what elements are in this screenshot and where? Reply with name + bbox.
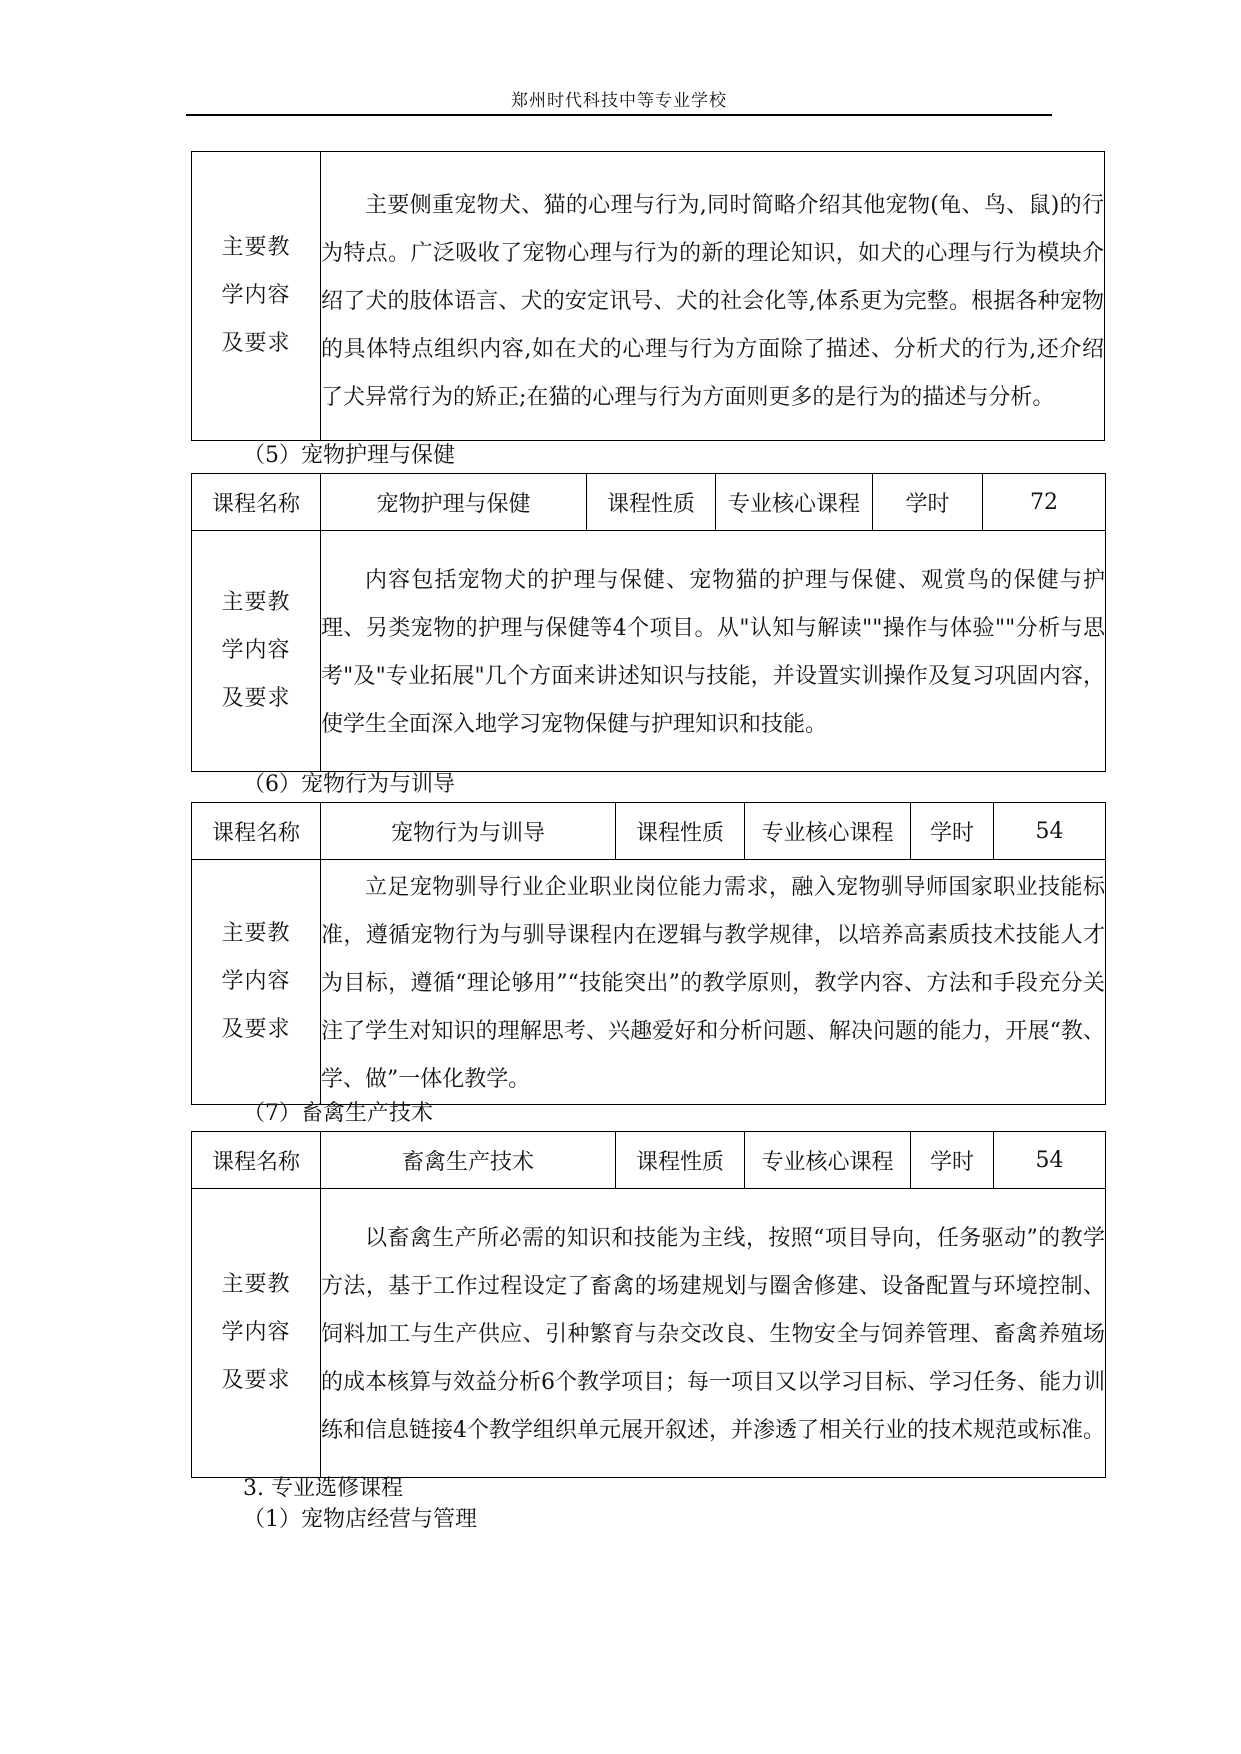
course-name-value: 宠物护理与保健	[321, 474, 587, 531]
course-nature-value: 专业核心课程	[745, 1132, 911, 1189]
course-name-value: 宠物行为与训导	[321, 803, 616, 860]
hours-value: 54	[994, 1132, 1106, 1189]
main-content-label-line: 及要求	[221, 1368, 291, 1393]
main-content-label-line: 学内容	[221, 969, 291, 994]
main-content-label-line: 及要求	[221, 331, 291, 356]
main-content-label-line: 及要求	[221, 1017, 291, 1042]
content-row	[192, 531, 1106, 772]
main-content-label-line: 主要教	[221, 235, 291, 260]
course-table	[191, 802, 1106, 1105]
main-content-label-line: 学内容	[221, 1320, 291, 1345]
course-nature-value: 专业核心课程	[716, 474, 873, 531]
hours-value: 72	[983, 474, 1106, 531]
content-row	[192, 860, 1106, 1105]
course-content: 以畜禽生产所必需的知识和技能为主线，按照“项目导向，任务驱动”的教学方法，基于工作过程设定了畜禽的场建规划与圈舍修建、设备配置与环境控制、饲料加工与生产供应、引种繁育与杂交改良、生物安全与饲养管理、畜禽养殖场的成本核算与效益分析6个教学项目；每一项目又以学习目标、学习任务、能力训练和信息链接4个教学组织单元展开叙述，并渗透了相关行业的技术规范或标准。	[321, 1189, 1106, 1478]
course-name-label: 课程名称	[192, 474, 321, 531]
course-nature-label: 课程性质	[587, 474, 716, 531]
course-nature-label: 课程性质	[616, 1132, 745, 1189]
section-heading: 3. 专业选修课程	[243, 1476, 403, 1501]
course-content: 内容包括宠物犬的护理与保健、宠物猫的护理与保健、观赏鸟的保健与护理、另类宠物的护理与保健等4个项目。从"认知与解读""操作与体验""分析与思考"及"专业拓展"几个方面来讲述知识与技能，并设置实训操作及复习巩固内容，使学生全面深入地学习宠物保健与护理知识和技能。	[321, 531, 1106, 772]
course-header-row	[192, 474, 1106, 531]
section-title: （1）宠物店经营与管理	[243, 1507, 477, 1532]
main-content-label-line: 主要教	[221, 590, 291, 615]
main-content-label-line: 及要求	[221, 686, 291, 711]
course-name-label: 课程名称	[192, 1132, 321, 1189]
main-content-label-line: 主要教	[221, 1272, 291, 1297]
main-content-label	[192, 152, 321, 441]
course-nature-label: 课程性质	[616, 803, 745, 860]
main-content-label-line: 主要教	[221, 921, 291, 946]
course-header-row	[192, 803, 1106, 860]
section-title: （5）宠物护理与保健	[243, 443, 455, 468]
course-table	[191, 473, 1106, 772]
main-content-label-line: 学内容	[221, 638, 291, 663]
header-rule	[186, 114, 1052, 116]
course-name-label: 课程名称	[192, 803, 321, 860]
course-content: 主要侧重宠物犬、猫的心理与行为,同时简略介绍其他宠物(龟、鸟、鼠)的行为特点。广泛吸收了宠物心理与行为的新的理论知识，如犬的心理与行为模块介绍了犬的肢体语言、犬的安定讯号、犬的社会化等,体系更为完整。根据各种宠物的具体特点组织内容,如在犬的心理与行为方面除了描述、分析犬的行为,还介绍了犬异常行为的矫正;在猫的心理与行为方面则更多的是行为的描述与分析。	[321, 152, 1105, 441]
main-content-label-line: 学内容	[221, 283, 291, 308]
main-content-label	[192, 1189, 321, 1478]
hours-value: 54	[994, 803, 1106, 860]
main-content-label	[192, 531, 321, 772]
course-content: 立足宠物驯导行业企业职业岗位能力需求，融入宠物驯导师国家职业技能标准，遵循宠物行为与驯导课程内在逻辑与教学规律，以培养高素质技术技能人才为目标，遵循“理论够用”“技能突出”的教学原则，教学内容、方法和手段充分关注了学生对知识的理解思考、兴趣爱好和分析问题、解决问题的能力，开展“教、学、做”一体化教学。	[321, 860, 1106, 1105]
course-name-value: 畜禽生产技术	[321, 1132, 616, 1189]
course-nature-value: 专业核心课程	[745, 803, 911, 860]
page-header: 郑州时代科技中等专业学校	[511, 91, 727, 111]
hours-label: 学时	[911, 1132, 994, 1189]
main-content-label	[192, 860, 321, 1105]
hours-label: 学时	[911, 803, 994, 860]
course-table-continued	[191, 151, 1105, 441]
course-header-row	[192, 1132, 1106, 1189]
content-row	[192, 152, 1105, 441]
course-table	[191, 1131, 1106, 1478]
section-title: （7）畜禽生产技术	[243, 1101, 433, 1126]
content-row	[192, 1189, 1106, 1478]
section-title: （6）宠物行为与训导	[243, 772, 455, 797]
hours-label: 学时	[873, 474, 983, 531]
